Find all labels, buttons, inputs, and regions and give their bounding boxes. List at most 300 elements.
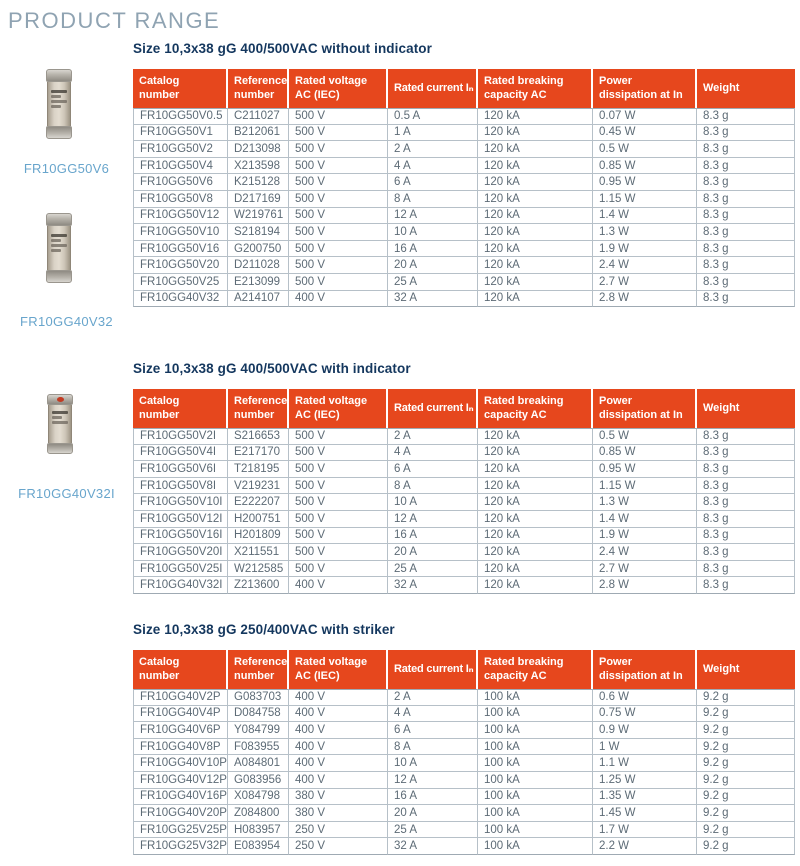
table-cell: D084758 (228, 706, 289, 723)
table-cell: 400 V (289, 291, 388, 308)
table-cell: 8.3 g (697, 428, 795, 445)
table-row (133, 224, 795, 241)
table-cell: FR10GG50V6I (133, 461, 228, 478)
column-header: Catalog number (133, 650, 228, 689)
table-cell: 8.3 g (697, 158, 795, 175)
column-header: Rated voltage AC (IEC) (289, 650, 388, 689)
column-header: Catalog number (133, 389, 228, 428)
table-row (133, 528, 795, 545)
table-cell: V219231 (228, 478, 289, 495)
table-cell: H200751 (228, 511, 289, 528)
table-cell: 8.3 g (697, 125, 795, 142)
table-cell: G083703 (228, 689, 289, 706)
fuse-ceramic-body (47, 226, 71, 270)
table-cell: 9.2 g (697, 739, 795, 756)
table-cell: FR10GG50V6 (133, 174, 228, 191)
table-row (133, 108, 795, 125)
table-cell: 500 V (289, 274, 388, 291)
table-cell: 6 A (388, 722, 478, 739)
fuse-ceramic-body (47, 82, 71, 126)
table-cell: 32 A (388, 838, 478, 855)
section-title: Size 10,3x38 gG 400/500VAC without indicator (133, 41, 433, 56)
table-cell: 400 V (289, 706, 388, 723)
table-cell: 1.9 W (593, 241, 697, 258)
column-header: Rated voltage AC (IEC) (289, 389, 388, 428)
table-row (133, 191, 795, 208)
table-cell: 16 A (388, 241, 478, 258)
table-cell: FR10GG50V2I (133, 428, 228, 445)
column-header: Rated voltage AC (IEC) (289, 69, 388, 108)
table-cell: 500 V (289, 125, 388, 142)
table-cell: 1.9 W (593, 528, 697, 545)
table-cell: 12 A (388, 511, 478, 528)
fuse-photo-without-indicator-2 (47, 213, 71, 283)
header-row (133, 389, 795, 428)
table-cell: 1.15 W (593, 191, 697, 208)
table-cell: T218195 (228, 461, 289, 478)
fuse-print-marking (51, 105, 61, 108)
fuse-metal-cap (47, 443, 73, 454)
table-cell: FR10GG50V8 (133, 191, 228, 208)
table-cell: 380 V (289, 789, 388, 806)
table-cell: C211027 (228, 108, 289, 125)
table-cell: 10 A (388, 224, 478, 241)
table-row (133, 445, 795, 462)
column-header: Power dissipation at In (593, 389, 697, 428)
table-cell: 20 A (388, 805, 478, 822)
fuse-print-marking (51, 249, 61, 252)
table-cell: A214107 (228, 291, 289, 308)
table-cell: W212585 (228, 561, 289, 578)
table-cell: 10 A (388, 755, 478, 772)
table-cell: 120 kA (478, 224, 593, 241)
table-cell: 120 kA (478, 191, 593, 208)
table-cell: FR10GG50V12 (133, 208, 228, 225)
fuse-print-marking (51, 239, 61, 242)
table-cell: 2.7 W (593, 274, 697, 291)
table-cell: 1.15 W (593, 478, 697, 495)
column-header: Power dissipation at In (593, 650, 697, 689)
fuse-photo-with-indicator (48, 394, 72, 454)
table-cell: 0.85 W (593, 158, 697, 175)
table-cell: 8.3 g (697, 191, 795, 208)
table-cell: 100 kA (478, 789, 593, 806)
column-header: Power dissipation at In (593, 69, 697, 108)
table-row (133, 274, 795, 291)
table-cell: 500 V (289, 108, 388, 125)
spec-table (133, 389, 795, 594)
table-cell: 1.3 W (593, 224, 697, 241)
table-cell: 500 V (289, 528, 388, 545)
table-row (133, 208, 795, 225)
header-row (133, 650, 795, 689)
table-row (133, 561, 795, 578)
table-cell: 0.5 A (388, 108, 478, 125)
table-cell: 120 kA (478, 291, 593, 308)
table-cell: 400 V (289, 739, 388, 756)
table-cell: 32 A (388, 577, 478, 594)
column-header: Rated current Iₙ (388, 69, 478, 108)
table-cell: 500 V (289, 511, 388, 528)
table-cell: 32 A (388, 291, 478, 308)
table-cell: 0.45 W (593, 125, 697, 142)
table-cell: 9.2 g (697, 772, 795, 789)
table-cell: 16 A (388, 789, 478, 806)
section-without-indicator (133, 41, 795, 307)
table-cell: FR10GG50V20 (133, 257, 228, 274)
fuse-print-marking (51, 234, 67, 237)
table-cell: E217170 (228, 445, 289, 462)
table-row (133, 544, 795, 561)
table-cell: 12 A (388, 208, 478, 225)
table-cell: 1.4 W (593, 511, 697, 528)
table-row (133, 174, 795, 191)
table-cell: D213098 (228, 141, 289, 158)
table-cell: 400 V (289, 577, 388, 594)
table-cell: E083954 (228, 838, 289, 855)
table-cell: 9.2 g (697, 805, 795, 822)
table-cell: 8.3 g (697, 445, 795, 462)
table-cell: H083957 (228, 822, 289, 839)
table-cell: A084801 (228, 755, 289, 772)
fuse-print-marking (51, 95, 61, 98)
table-cell: S218194 (228, 224, 289, 241)
table-cell: 8.3 g (697, 494, 795, 511)
table-cell: Z213600 (228, 577, 289, 594)
table-cell: 100 kA (478, 722, 593, 739)
table-row (133, 125, 795, 142)
table-cell: 8.3 g (697, 274, 795, 291)
column-header: Rated breaking capacity AC (478, 69, 593, 108)
table-cell: 8.3 g (697, 291, 795, 308)
table-row (133, 805, 795, 822)
table-cell: FR10GG50V25I (133, 561, 228, 578)
table-cell: X213598 (228, 158, 289, 175)
table-cell: 25 A (388, 274, 478, 291)
section-with-indicator (133, 361, 795, 594)
table-cell: FR10GG50V10I (133, 494, 228, 511)
table-cell: D211028 (228, 257, 289, 274)
table-cell: 120 kA (478, 478, 593, 495)
column-header: Rated current Iₙ (388, 650, 478, 689)
column-header: Weight (697, 650, 795, 689)
table-cell: 120 kA (478, 274, 593, 291)
spec-table (133, 69, 795, 307)
table-cell: 2.4 W (593, 544, 697, 561)
table-cell: 250 V (289, 822, 388, 839)
table-cell: 12 A (388, 772, 478, 789)
table-cell: FR10GG50V12I (133, 511, 228, 528)
table-cell: 8 A (388, 739, 478, 756)
fuse-metal-cap (46, 213, 72, 226)
table-cell: 500 V (289, 461, 388, 478)
table-cell: 400 V (289, 772, 388, 789)
table-cell: 2.2 W (593, 838, 697, 855)
table-cell: 120 kA (478, 174, 593, 191)
table-cell: 0.6 W (593, 689, 697, 706)
table-cell: S216653 (228, 428, 289, 445)
table-cell: 500 V (289, 141, 388, 158)
table-cell: 8.3 g (697, 141, 795, 158)
table-cell: 120 kA (478, 158, 593, 175)
table-cell: 1 A (388, 125, 478, 142)
table-cell: FR10GG40V4P (133, 706, 228, 723)
table-cell: 120 kA (478, 544, 593, 561)
table-row (133, 722, 795, 739)
table-cell: W219761 (228, 208, 289, 225)
table-cell: 1.35 W (593, 789, 697, 806)
table-cell: 8.3 g (697, 108, 795, 125)
table-cell: 120 kA (478, 241, 593, 258)
table-cell: 10 A (388, 494, 478, 511)
fuse-print-marking (52, 411, 68, 414)
table-cell: 4 A (388, 445, 478, 462)
table-cell: 6 A (388, 174, 478, 191)
section-with-striker (133, 622, 795, 855)
table-cell: 100 kA (478, 822, 593, 839)
fuse-metal-cap (46, 270, 72, 283)
table-cell: 2 A (388, 428, 478, 445)
table-cell: 2.8 W (593, 577, 697, 594)
table-cell: G083956 (228, 772, 289, 789)
table-cell: 500 V (289, 224, 388, 241)
table-cell: F083955 (228, 739, 289, 756)
table-cell: 500 V (289, 174, 388, 191)
table-cell: 500 V (289, 158, 388, 175)
table-cell: FR10GG50V10 (133, 224, 228, 241)
table-row (133, 739, 795, 756)
table-cell: 9.2 g (697, 755, 795, 772)
table-row (133, 428, 795, 445)
table-cell: 120 kA (478, 561, 593, 578)
table-row (133, 241, 795, 258)
table-cell: 500 V (289, 561, 388, 578)
table-cell: FR10GG40V32I (133, 577, 228, 594)
spec-table-container (133, 69, 795, 307)
fuse-print-marking (51, 100, 67, 103)
table-cell: 8.3 g (697, 511, 795, 528)
table-row (133, 158, 795, 175)
table-cell: 9.2 g (697, 722, 795, 739)
table-cell: 8.3 g (697, 544, 795, 561)
section-title: Size 10,3x38 gG 400/500VAC with indicator (133, 361, 411, 376)
table-cell: 120 kA (478, 511, 593, 528)
table-cell: 25 A (388, 822, 478, 839)
table-cell: 16 A (388, 528, 478, 545)
table-row (133, 511, 795, 528)
table-cell: 8.3 g (697, 174, 795, 191)
table-cell: 0.95 W (593, 461, 697, 478)
indicator-dot (57, 397, 64, 402)
table-cell: 500 V (289, 478, 388, 495)
table-cell: FR10GG50V16I (133, 528, 228, 545)
table-cell: FR10GG50V4 (133, 158, 228, 175)
table-cell: 20 A (388, 544, 478, 561)
table-cell: 100 kA (478, 739, 593, 756)
table-cell: FR10GG50V0.5 (133, 108, 228, 125)
table-row (133, 257, 795, 274)
table-cell: 6 A (388, 461, 478, 478)
table-cell: 400 V (289, 755, 388, 772)
table-cell: 500 V (289, 544, 388, 561)
table-cell: FR10GG40V20P (133, 805, 228, 822)
table-row (133, 478, 795, 495)
table-cell: H201809 (228, 528, 289, 545)
table-cell: FR10GG40V32 (133, 291, 228, 308)
table-cell: 120 kA (478, 494, 593, 511)
table-cell: FR10GG40V16P (133, 789, 228, 806)
table-cell: FR10GG25V25P (133, 822, 228, 839)
section-title: Size 10,3x38 gG 250/400VAC with striker (133, 622, 395, 637)
table-cell: 9.2 g (697, 706, 795, 723)
table-cell: FR10GG50V4I (133, 445, 228, 462)
spec-table-container (133, 389, 795, 594)
table-cell: 2 A (388, 689, 478, 706)
table-cell: X211551 (228, 544, 289, 561)
table-cell: G200750 (228, 241, 289, 258)
table-cell: FR10GG40V10P (133, 755, 228, 772)
table-cell: 9.2 g (697, 789, 795, 806)
spec-table (133, 650, 795, 855)
column-header: Reference number (228, 389, 289, 428)
table-cell: 0.07 W (593, 108, 697, 125)
table-row (133, 822, 795, 839)
table-cell: 250 V (289, 838, 388, 855)
table-cell: FR10GG25V32P (133, 838, 228, 855)
table-row (133, 141, 795, 158)
table-row (133, 461, 795, 478)
table-cell: 0.85 W (593, 445, 697, 462)
column-header: Weight (697, 69, 795, 108)
table-cell: 20 A (388, 257, 478, 274)
table-cell: 120 kA (478, 577, 593, 594)
table-cell: 120 kA (478, 257, 593, 274)
table-row (133, 755, 795, 772)
table-cell: 100 kA (478, 755, 593, 772)
header-row (133, 69, 795, 108)
table-cell: 0.5 W (593, 141, 697, 158)
spec-table-container (133, 650, 795, 855)
table-cell: 8 A (388, 478, 478, 495)
table-cell: 2 A (388, 141, 478, 158)
table-cell: 500 V (289, 208, 388, 225)
table-cell: FR10GG50V2 (133, 141, 228, 158)
table-cell: FR10GG50V1 (133, 125, 228, 142)
table-cell: E213099 (228, 274, 289, 291)
table-cell: 0.9 W (593, 722, 697, 739)
column-header: Rated current Iₙ (388, 389, 478, 428)
table-cell: 500 V (289, 445, 388, 462)
table-cell: 120 kA (478, 428, 593, 445)
table-row (133, 577, 795, 594)
table-cell: 100 kA (478, 772, 593, 789)
table-cell: FR10GG50V16 (133, 241, 228, 258)
table-cell: 4 A (388, 158, 478, 175)
table-cell: 9.2 g (697, 689, 795, 706)
table-cell: K215128 (228, 174, 289, 191)
fuse-print-marking (52, 416, 62, 419)
table-cell: 8.3 g (697, 461, 795, 478)
table-cell: 1.7 W (593, 822, 697, 839)
table-cell: 0.95 W (593, 174, 697, 191)
table-cell: 1.4 W (593, 208, 697, 225)
table-cell: 400 V (289, 689, 388, 706)
table-cell: 2.8 W (593, 291, 697, 308)
table-cell: 100 kA (478, 689, 593, 706)
table-cell: 500 V (289, 257, 388, 274)
table-row (133, 494, 795, 511)
product-label: FR10GG40V32I (18, 486, 115, 501)
table-cell: 500 V (289, 241, 388, 258)
column-header: Catalog number (133, 69, 228, 108)
table-row (133, 772, 795, 789)
table-cell: 120 kA (478, 528, 593, 545)
table-cell: 9.2 g (697, 838, 795, 855)
fuse-metal-cap (46, 69, 72, 82)
table-row (133, 706, 795, 723)
fuse-ceramic-body (48, 405, 72, 443)
table-cell: 1.3 W (593, 494, 697, 511)
table-cell: X084798 (228, 789, 289, 806)
table-cell: 8.3 g (697, 478, 795, 495)
fuse-print-marking (51, 244, 67, 247)
table-cell: 380 V (289, 805, 388, 822)
table-cell: 8.3 g (697, 208, 795, 225)
table-cell: 100 kA (478, 706, 593, 723)
column-header: Weight (697, 389, 795, 428)
table-cell: 8.3 g (697, 561, 795, 578)
table-cell: 4 A (388, 706, 478, 723)
table-cell: 8 A (388, 191, 478, 208)
product-label: FR10GG50V6 (23, 161, 110, 176)
table-cell: B212061 (228, 125, 289, 142)
table-cell: FR10GG50V8I (133, 478, 228, 495)
table-cell: 500 V (289, 191, 388, 208)
table-cell: 8.3 g (697, 528, 795, 545)
table-cell: 120 kA (478, 141, 593, 158)
table-cell: 120 kA (478, 125, 593, 142)
table-cell: 0.5 W (593, 428, 697, 445)
table-cell: Y084799 (228, 722, 289, 739)
table-cell: 0.75 W (593, 706, 697, 723)
table-row (133, 689, 795, 706)
table-cell: 2.4 W (593, 257, 697, 274)
table-cell: 1 W (593, 739, 697, 756)
table-cell: 9.2 g (697, 822, 795, 839)
fuse-metal-cap (46, 126, 72, 139)
table-cell: 500 V (289, 494, 388, 511)
table-cell: 120 kA (478, 208, 593, 225)
table-cell: 8.3 g (697, 241, 795, 258)
table-cell: D217169 (228, 191, 289, 208)
table-cell: 8.3 g (697, 257, 795, 274)
table-row (133, 838, 795, 855)
table-cell: 8.3 g (697, 224, 795, 241)
column-header: Reference number (228, 69, 289, 108)
fuse-photo-without-indicator (47, 69, 71, 139)
table-cell: 120 kA (478, 461, 593, 478)
table-cell: 8.3 g (697, 577, 795, 594)
table-cell: 400 V (289, 722, 388, 739)
table-row (133, 291, 795, 308)
table-cell: FR10GG40V8P (133, 739, 228, 756)
product-images-rail (0, 0, 133, 866)
table-cell: 1.1 W (593, 755, 697, 772)
column-header: Reference number (228, 650, 289, 689)
table-cell: FR10GG40V2P (133, 689, 228, 706)
table-cell: FR10GG50V25 (133, 274, 228, 291)
table-cell: 100 kA (478, 805, 593, 822)
